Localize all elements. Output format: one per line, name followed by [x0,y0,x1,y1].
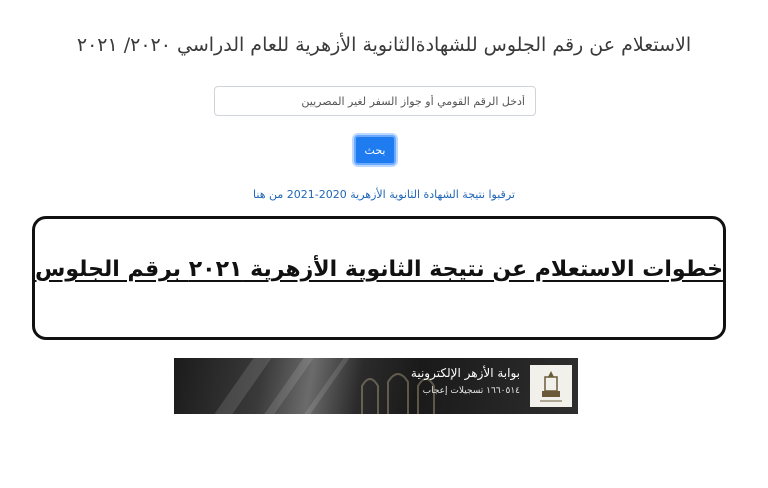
result-announcement-link[interactable]: ترقبوا نتيجة الشهادة الثانوية الأزهرية 2020-2021 من هنا [253,188,515,201]
national-id-input[interactable] [214,86,536,116]
banner-title: بوابة الأزهر الإلكترونية [410,366,520,380]
banner-decoration-stripe [214,358,271,414]
page-title: الاستعلام عن رقم الجلوس للشهادةالثانوية الأزهرية للعام الدراسي ٢٠٢٠/ ٢٠٢١ [76,34,692,56]
steps-box [32,216,726,340]
steps-heading: خطوات الاستعلام عن نتيجة الثانوية الأزهرية ٢٠٢١ برقم الجلوس [35,257,723,282]
search-button[interactable]: بحث [354,135,396,165]
banner-likes-count: ١٦٦٠٥١٤ تسجيلات إعجاب [422,386,520,396]
banner-decoration-stripe [264,358,313,414]
al-azhar-logo-icon[interactable] [530,365,572,407]
azhar-portal-banner[interactable] [174,358,578,414]
banner-decoration-stripe [304,358,349,414]
al-azhar-emblem-icon [530,365,572,407]
